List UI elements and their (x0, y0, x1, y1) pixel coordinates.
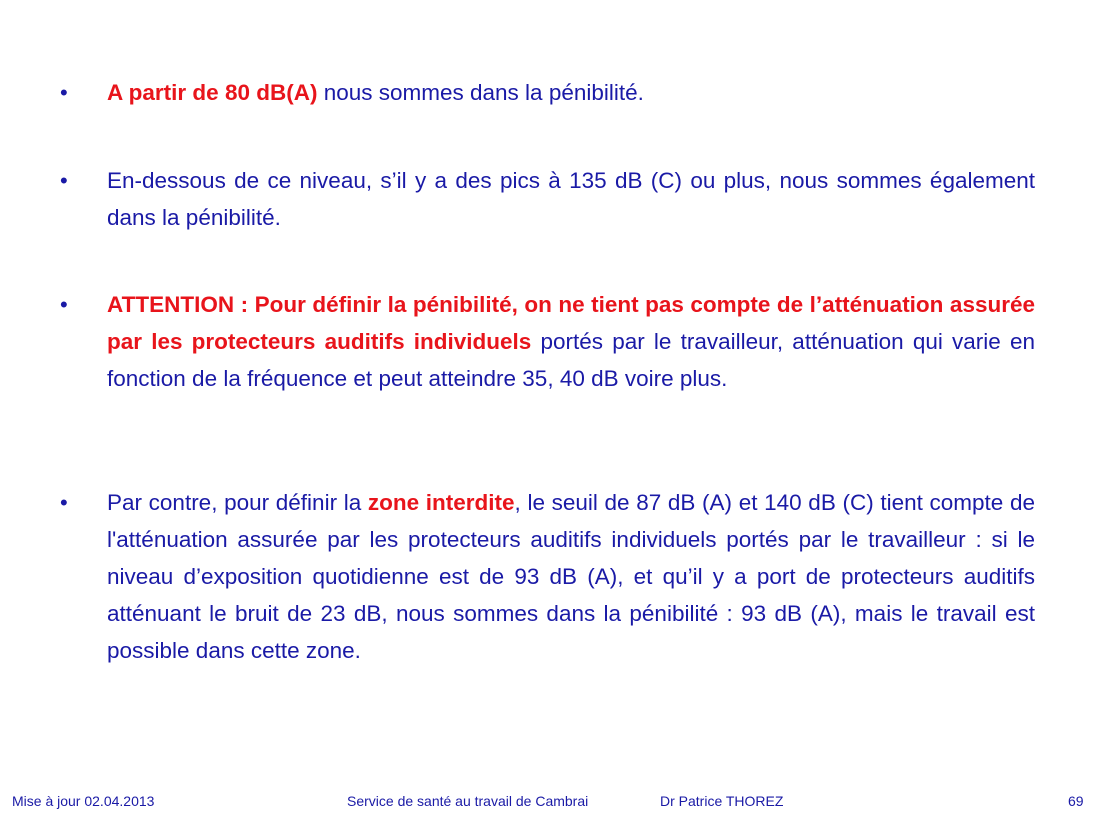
bullet-item (60, 162, 1035, 236)
bullet-text (107, 484, 1035, 669)
bullet-text (107, 74, 1035, 111)
bullet-text (107, 286, 1035, 397)
slide-footer (0, 793, 1100, 818)
body-text: portés par le travailleur, atténuation qui varie en fonction de la fréquence et peut atteindre 35, 40 dB voire plus. (107, 329, 1035, 391)
footer-service: Service de santé au travail de Cambrai (347, 793, 589, 809)
body-text: nous sommes dans la pénibilité. (317, 80, 644, 105)
bullet-marker: • (60, 292, 68, 317)
bullet-marker: • (60, 80, 68, 105)
bullet-item (60, 74, 1035, 111)
bullet-item (60, 484, 1035, 669)
footer-author: Dr Patrice THOREZ (660, 793, 784, 809)
emphasis-text: zone interdite (367, 490, 515, 515)
bullet-text (107, 162, 1035, 236)
bullet-marker: • (60, 168, 68, 193)
body-text: En-dessous de ce niveau, s’il y a des pics à 135 dB (C) ou plus, nous sommes également dans la pénibilité. (107, 168, 1035, 230)
body-text: Par contre, pour définir la (107, 490, 368, 515)
emphasis-text: ATTENTION : Pour définir la pénibilité, on ne tient pas compte de l’atténuation assurée par les protecteurs auditifs individuels (107, 292, 1035, 354)
emphasis-text: A partir de 80 dB(A) (107, 80, 318, 105)
page-number: 69 (1068, 793, 1084, 809)
body-text: , le seuil de 87 dB (A) et 140 dB (C) tient compte de l'atténuation assurée par les protecteurs auditifs individuels portés par le travailleur : si le niveau d’exposition quotidienne est de 93 dB (A), et qu’il y a port de protecteurs auditifs atténuant le bruit de 23 dB, nous sommes dans la pénibilité : 93 dB (A), mais le travail est possible dans cette zone. (107, 490, 1035, 663)
bullet-marker: • (60, 490, 68, 515)
bullet-item (60, 286, 1035, 397)
footer-date: Mise à jour 02.04.2013 (12, 793, 155, 809)
